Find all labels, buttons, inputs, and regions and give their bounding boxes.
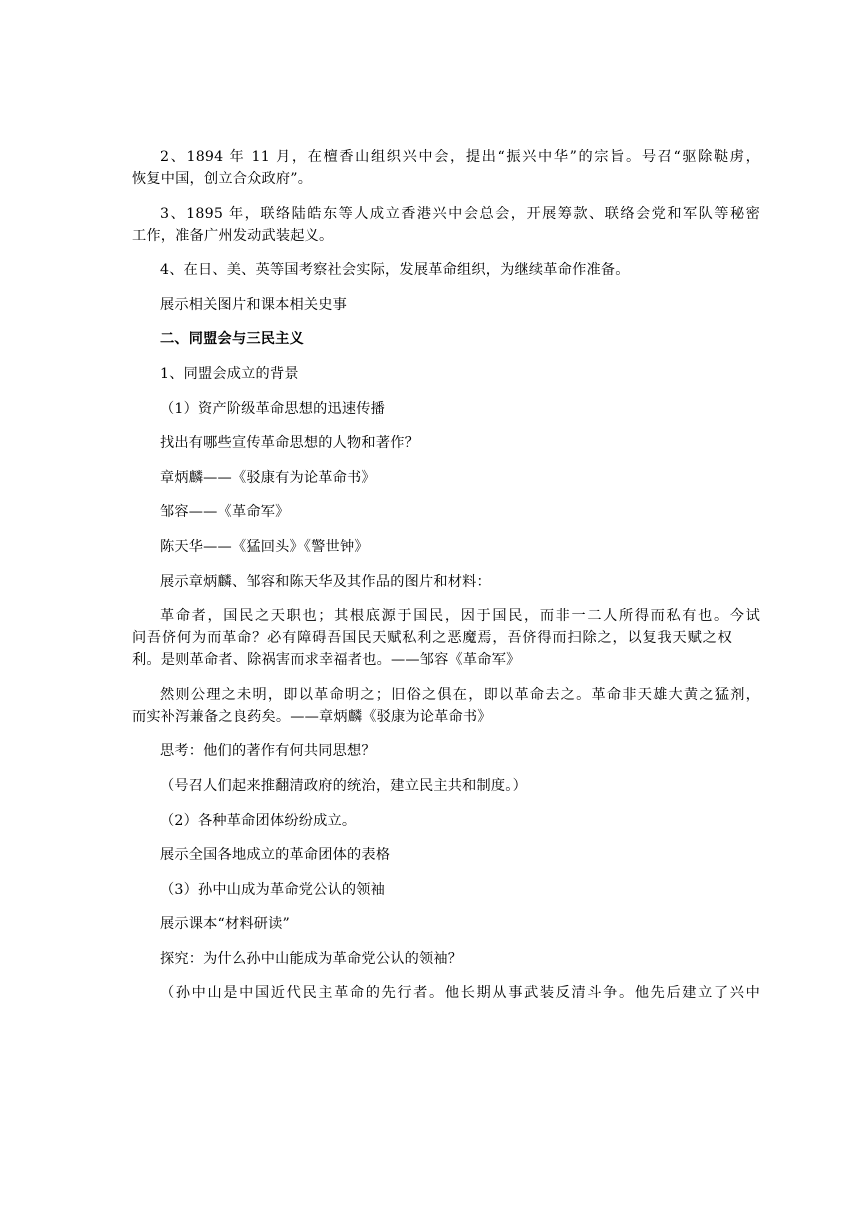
- text-line: （号召人们起来推翻清政府的统治，建立民主共和制度。）: [160, 777, 527, 794]
- text-line: 找出有哪些宣传革命思想的人物和著作？: [160, 435, 419, 452]
- paragraph-show-materials: [132, 571, 732, 593]
- text-line: 展示相关图片和课本相关史事: [160, 296, 348, 313]
- paragraph-explore-question: [132, 948, 732, 970]
- paragraph-show-reading: [132, 913, 732, 935]
- text-line: 探究：为什么孙中山能成为革命党公认的领袖？: [160, 950, 463, 967]
- paragraph-sun-leader: [132, 879, 732, 901]
- text-line: 展示章炳麟、邹容和陈天华及其作品的图片和材料：: [160, 573, 491, 590]
- paragraph-quote-bo-kang: [132, 684, 760, 728]
- text-line: 工作，准备广州发动武装起义。: [132, 227, 334, 244]
- paragraph-groups-founded: [132, 810, 732, 832]
- text-line: 问吾侪何为而革命？必有障碍吾国民天赋私利之恶魔焉，吾侪得而扫除之，以复我天赋之权: [132, 630, 732, 647]
- text-line: （3）孙中山成为革命党公认的领袖: [160, 881, 386, 898]
- paragraph-overseas-investigation: [132, 259, 732, 281]
- paragraph-think-question: [132, 740, 732, 762]
- paragraph-hongkong-headquarters: [132, 203, 760, 247]
- text-line: 而实补泻兼备之良药矣。——章炳麟《驳康为论革命书》: [132, 708, 492, 725]
- text-line: 展示全国各地成立的革命团体的表格: [160, 847, 391, 864]
- text-line: （1）资产阶级革命思想的迅速传播: [160, 400, 386, 417]
- text-line: 利。是则革命者、除祸害而求幸福者也。——邹容《革命军》: [132, 652, 521, 669]
- text-line: （2）各种革命团体纷纷成立。: [160, 812, 357, 829]
- text-line: 然则公理之未明，即以革命明之；旧俗之俱在，即以革命去之。革命非天雄大黄之猛剂，: [160, 686, 760, 703]
- text-line: 章炳麟——《驳康有为论革命书》: [160, 469, 376, 486]
- paragraph-quote-geming-jun: [132, 605, 760, 671]
- paragraph-xingzhonghui-founding: [132, 146, 760, 190]
- text-line: 恢复中国，创立合众政府”。: [132, 171, 313, 187]
- section-heading-tongmenghui: [132, 328, 732, 350]
- paragraph-show-table: [132, 844, 732, 866]
- text-line: 邹容——《革命军》: [160, 504, 290, 521]
- paragraph-zhang-binglin: [132, 467, 732, 489]
- text-line: （孙中山是中国近代民主革命的先行者。他长期从事武装反清斗争。他先后建立了兴中: [160, 985, 760, 1002]
- paragraph-find-question: [132, 432, 732, 454]
- text-line: 思考：他们的著作有何共同思想？: [160, 743, 376, 760]
- subheading: 1、同盟会成立的背景: [160, 365, 299, 382]
- section-heading: 二、同盟会与三民主义: [160, 331, 304, 348]
- paragraph-explore-answer: [132, 982, 760, 1004]
- text-line: 2、1894 年 11 月，在檀香山组织兴中会，提出“振兴中华”的宗旨。号召“驱除鞑虏，: [160, 149, 760, 165]
- text-line: 4、在日、美、英等国考察社会实际，发展革命组织，为继续革命作准备。: [160, 262, 630, 279]
- document-body: [132, 146, 760, 1017]
- paragraph-show-pictures: [132, 294, 732, 316]
- paragraph-background-heading: [132, 363, 732, 385]
- text-line: 展示课本“材料研读”: [160, 916, 291, 933]
- paragraph-zou-rong: [132, 501, 732, 523]
- paragraph-chen-tianhua: [132, 536, 732, 558]
- paragraph-think-answer: [132, 775, 732, 797]
- paragraph-ideas-spread: [132, 398, 732, 420]
- text-line: 3、1895 年，联络陆皓东等人成立香港兴中会总会，开展筹款、联络会党和军队等秘密: [160, 205, 760, 222]
- text-line: 陈天华——《猛回头》《警世钟》: [160, 538, 369, 555]
- text-line: 革命者，国民之天职也；其根底源于国民，因于国民，而非一二人所得而私有也。今试: [160, 608, 760, 625]
